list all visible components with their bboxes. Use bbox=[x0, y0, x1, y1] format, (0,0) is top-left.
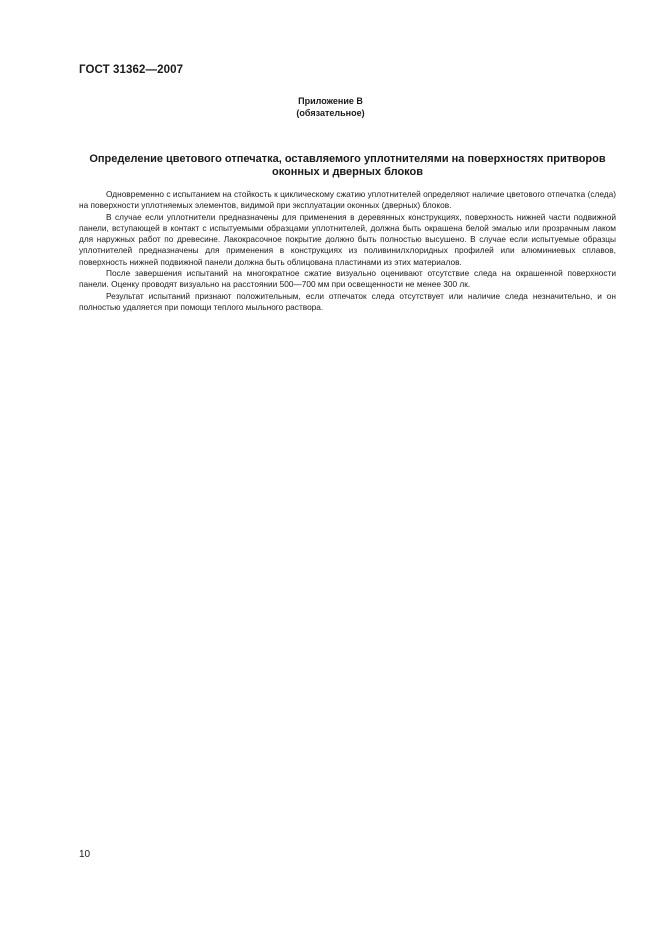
paragraph: Одновременно с испытанием на стойкость к циклическому сжатию уплотнителей определяют наличие цветового отпечатка (следа) на поверхности уплотняемых элементов, видимой при эксплуатации оконных (дверных) блоков. bbox=[79, 189, 616, 211]
section-title bbox=[79, 153, 616, 179]
appendix-label: Приложение В bbox=[298, 96, 363, 106]
appendix-heading bbox=[0, 95, 661, 119]
appendix-status: (обязательное) bbox=[296, 108, 365, 118]
body-text bbox=[79, 189, 616, 313]
paragraph: После завершения испытаний на многократное сжатие визуально оценивают отсутствие следа на окрашенной поверхности панели. Оценку проводят визуально на расстоянии 500—700 мм при освещенности не менее 300 лк. bbox=[79, 268, 616, 290]
paragraph: В случае если уплотнители предназначены для применения в деревянных конструкциях, поверхность нижней части подвижной панели, вступающей в контакт с испытуемыми образцами уплотнителей, должна быть окрашена белой эмалью или прозрачным лаком для наружных работ по древесине. Лакокрасочное покрытие должно быть полностью высушено. В случае если испытуемые образцы уплотнителей предназначены для применения в конструкциях из поливинилхлоридных профилей или алюминиевых сплавов, поверхность нижней подвижной панели должна быть облицована пластинами из этих материалов. bbox=[79, 211, 616, 267]
section-title-line-1: Определение цветового отпечатка, оставляемого уплотнителями на поверхностях притворов bbox=[89, 153, 606, 165]
paragraph: Результат испытаний признают положительным, если отпечаток следа отсутствует или наличие следа незначительно, и он полностью удаляется при помощи теплого мыльного раствора. bbox=[79, 290, 616, 312]
document-code: ГОСТ 31362—2007 bbox=[79, 64, 184, 76]
page-number: 10 bbox=[79, 849, 91, 860]
section-title-line-2: оконных и дверных блоков bbox=[271, 166, 424, 178]
